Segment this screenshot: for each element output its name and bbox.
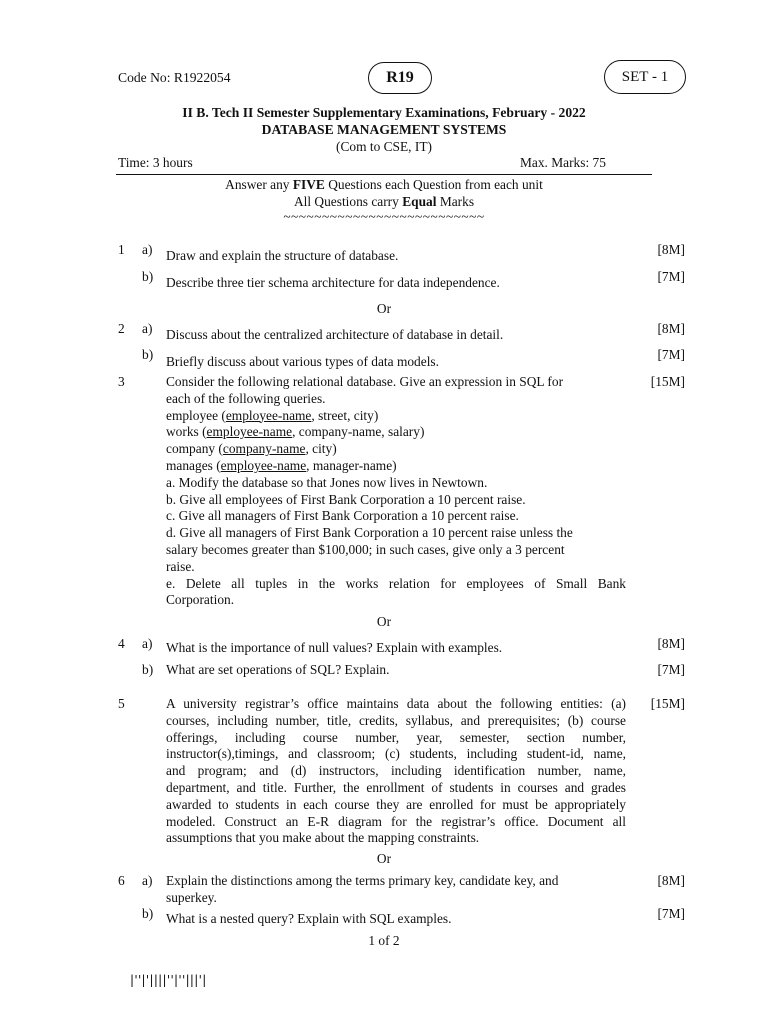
instr1-bold: FIVE [292,177,325,192]
q3-schema-company [166,441,626,458]
header-divider [116,174,652,175]
tilde-separator: ~~~~~~~~~~~~~~~~~~~~~~~~~~ [283,209,485,224]
q6a-text [166,873,558,907]
manages-relation: manages ( [166,457,221,473]
works-relation: works ( [166,424,207,440]
instr2-post: Marks [439,194,475,209]
q3-query-e-1: e. Delete all tuples in the works relation for employees of Small Bank [166,575,626,591]
q3-line-1: Consider the following relational database. Give an expression in SQL for [166,374,564,389]
q6b-text: What is a nested query? Explain with SQL examples. [166,911,452,926]
employee-relation: employee ( [166,407,226,423]
max-marks: Max. Marks: 75 [520,155,606,170]
q2-number: 2 [118,321,125,336]
q5-line-5: and program; and (d) instructors, including identification number, name, [166,763,626,779]
q3-query-d-3: raise. [166,558,195,574]
code-number: Code No: R1922054 [118,70,231,85]
q6b-label: b) [142,906,154,921]
q6a-marks: [8M] [657,873,685,888]
manages-attrs: , manager-name) [306,457,397,473]
q1b-text: Describe three tier schema architecture for data independence. [166,275,500,290]
q1a-text: Draw and explain the structure of database. [166,248,399,263]
company-relation: company ( [166,441,223,457]
q4-number: 4 [118,636,125,651]
q5-line-3: offerings, including course number, year, semester, section number, [166,729,626,745]
or-separator-2: Or [376,614,392,629]
q1a-marks: [8M] [657,242,685,257]
works-key: employee-name [206,424,293,440]
q5-text-block [166,696,626,847]
q3-schema-works [166,424,626,441]
regulation-badge: R19 [368,62,432,94]
employee-key: employee-name [225,407,312,423]
branches: (Com to CSE, IT) [336,139,432,154]
manages-key: employee-name [220,457,307,473]
q4b-label: b) [142,662,154,677]
q3-query-c: c. Give all managers of First Bank Corporation a 10 percent raise. [166,508,519,524]
or-separator-1: Or [376,301,392,316]
q1b-marks: [7M] [657,269,685,284]
q2b-marks: [7M] [657,347,685,362]
q3-line-2: each of the following queries. [166,390,326,406]
q6a-label: a) [142,873,153,888]
q5-number: 5 [118,696,125,711]
instruction-line-1 [0,177,768,194]
barcode: |''|'||||''|''|||'| [130,973,207,987]
q5-line-6: department, and title. Further, the enrollment of students in courses and grades [166,779,626,795]
q5-line-2: courses, including number, title, credits, syllabus, and prerequisites; (b) course [166,712,626,728]
set-badge: SET - 1 [604,60,686,94]
q3-query-d-2: salary becomes greater than $100,000; in such cases, give only a 3 percent [166,541,565,557]
q3-text-block [166,374,626,609]
company-attrs: , city) [305,441,337,457]
q2b-label: b) [142,347,154,362]
q5-line-9: assumptions that you make about the mapping constraints. [166,830,480,846]
q1b-label: b) [142,269,154,284]
instr1-pre: Answer any [225,177,290,192]
q1-number: 1 [118,242,125,257]
instr2-pre: All Questions carry [293,194,399,209]
page-number: 1 of 2 [368,933,400,948]
works-attrs: , company-name, salary) [292,424,425,440]
company-key: company-name [222,441,306,457]
q6a-line-2: superkey. [166,889,217,905]
q3-marks: [15M] [650,374,685,389]
q4a-text: What is the importance of null values? Explain with examples. [166,640,503,655]
q3-schema-manages [166,458,626,475]
q3-query-b: b. Give all employees of First Bank Corporation a 10 percent raise. [166,491,526,507]
q3-query-e-2: Corporation. [166,592,235,608]
q4a-label: a) [142,636,153,651]
instr1-post: Questions each Question from each unit [328,177,543,192]
q4b-marks: [7M] [657,662,685,677]
q6b-marks: [7M] [657,906,685,921]
q5-line-1: A university registrar’s office maintains data about the following entities: (a) [166,696,626,711]
q2a-label: a) [142,321,153,336]
q5-line-8: modeled. Construct an E-R diagram for the registrar’s office. Document all [166,813,626,829]
q4a-marks: [8M] [657,636,685,651]
q1a-label: a) [142,242,153,257]
subject-title: DATABASE MANAGEMENT SYSTEMS [261,122,507,137]
exam-title: II B. Tech II Semester Supplementary Examinations, February - 2022 [182,105,586,120]
instr2-bold: Equal [402,194,437,209]
employee-attrs: , street, city) [311,407,379,423]
q6a-line-1: Explain the distinctions among the terms primary key, candidate key, and [166,873,559,888]
q3-query-a: a. Modify the database so that Jones now lives in Newtown. [166,474,488,490]
q5-marks: [15M] [650,696,685,711]
q3-query-d-1: d. Give all managers of First Bank Corporation a 10 percent raise unless the [166,525,573,541]
exam-time: Time: 3 hours [118,155,193,170]
q3-number: 3 [118,374,125,389]
q4b-text: What are set operations of SQL? Explain. [166,662,390,677]
q2b-text: Briefly discuss about various types of data models. [166,354,439,369]
q6-number: 6 [118,873,125,888]
q2a-marks: [8M] [657,321,685,336]
q5-line-4: instructor(s),timings, and classroom; (c) students, including student-id, name, [166,746,626,762]
q2a-text: Discuss about the centralized architecture of database in detail. [166,327,504,342]
q5-line-7: awarded to students in each course they are enrolled for must be appropriately [166,796,626,812]
or-separator-3: Or [376,851,392,866]
q3-schema-employee [166,408,626,425]
